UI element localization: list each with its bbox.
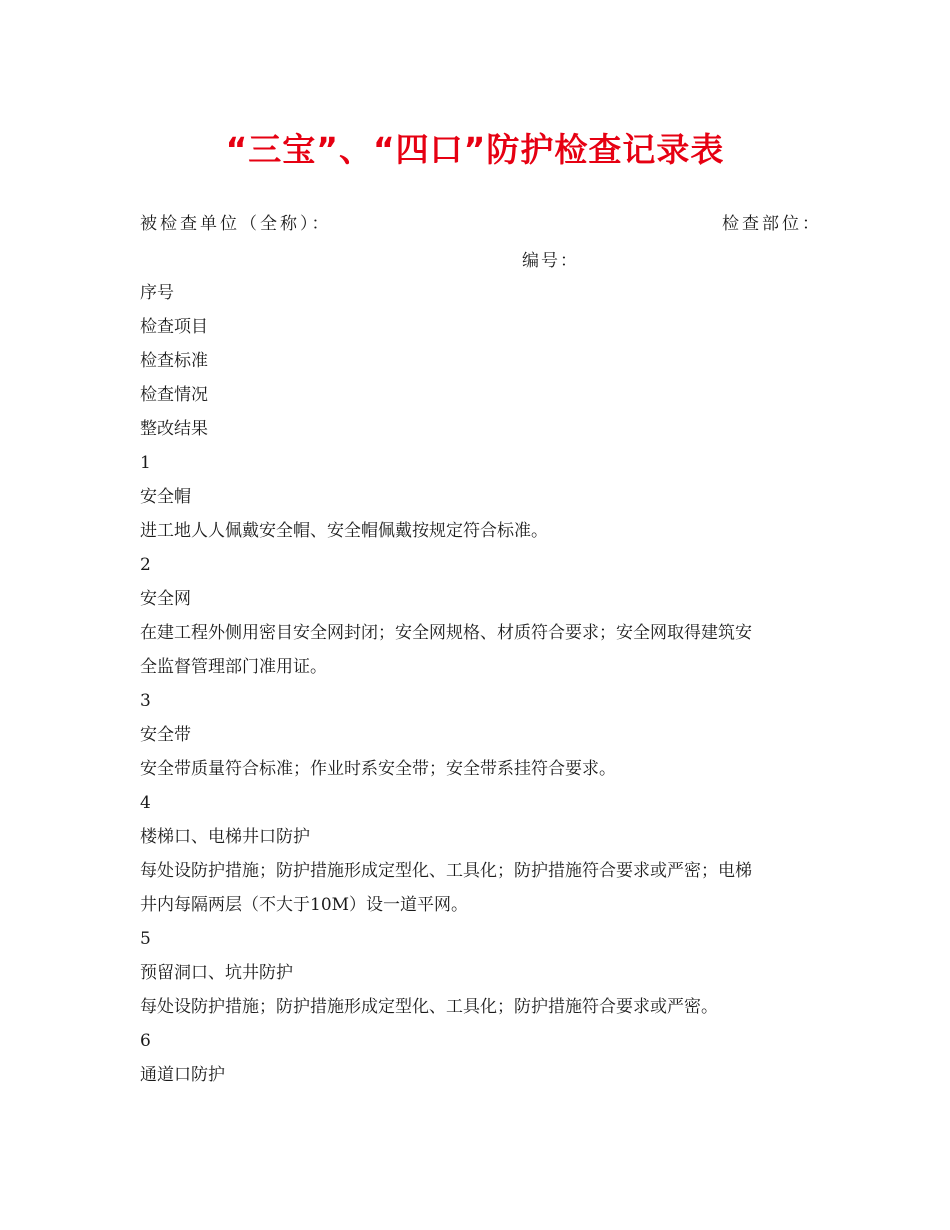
item-name: 通道口防护	[140, 1065, 225, 1085]
item-number: 5	[140, 929, 151, 949]
item-standard-continued: 井内每隔两层（不大于10M）设一道平网。	[140, 895, 469, 915]
item-name: 安全带	[140, 725, 191, 745]
document-title: “三宝”、“四口”防护检查记录表	[225, 130, 725, 169]
inspected-unit-label: 被检查单位（全称）：	[140, 214, 332, 234]
item-number: 6	[140, 1031, 151, 1051]
item-standard-continued: 全监督管理部门准用证。	[140, 657, 327, 677]
column-header-standard: 检查标准	[140, 351, 208, 371]
column-header-item: 检查项目	[140, 317, 208, 337]
record-content	[140, 276, 820, 1092]
record-number-label: 编号：	[522, 251, 579, 271]
inspection-part-label: 检查部位：	[722, 214, 822, 234]
item-name: 安全帽	[140, 487, 191, 507]
item-number: 3	[140, 691, 151, 711]
column-header-number: 序号	[140, 283, 174, 303]
item-name: 安全网	[140, 589, 191, 609]
item-standard: 每处设防护措施；防护措施形成定型化、工具化；防护措施符合要求或严密；电梯	[140, 861, 752, 881]
item-standard: 进工地人人佩戴安全帽、安全帽佩戴按规定符合标准。	[140, 521, 548, 541]
item-number: 1	[140, 453, 151, 473]
item-name: 预留洞口、坑井防护	[140, 963, 293, 983]
item-number: 4	[140, 793, 151, 813]
item-number: 2	[140, 555, 151, 575]
column-header-result: 整改结果	[140, 419, 208, 439]
item-standard: 安全带质量符合标准；作业时系安全带；安全带系挂符合要求。	[140, 759, 616, 779]
item-name: 楼梯口、电梯井口防护	[140, 827, 310, 847]
column-header-status: 检查情况	[140, 385, 208, 405]
item-standard: 每处设防护措施；防护措施形成定型化、工具化；防护措施符合要求或严密。	[140, 997, 718, 1017]
item-standard: 在建工程外侧用密目安全网封闭；安全网规格、材质符合要求；安全网取得建筑安	[140, 623, 752, 643]
